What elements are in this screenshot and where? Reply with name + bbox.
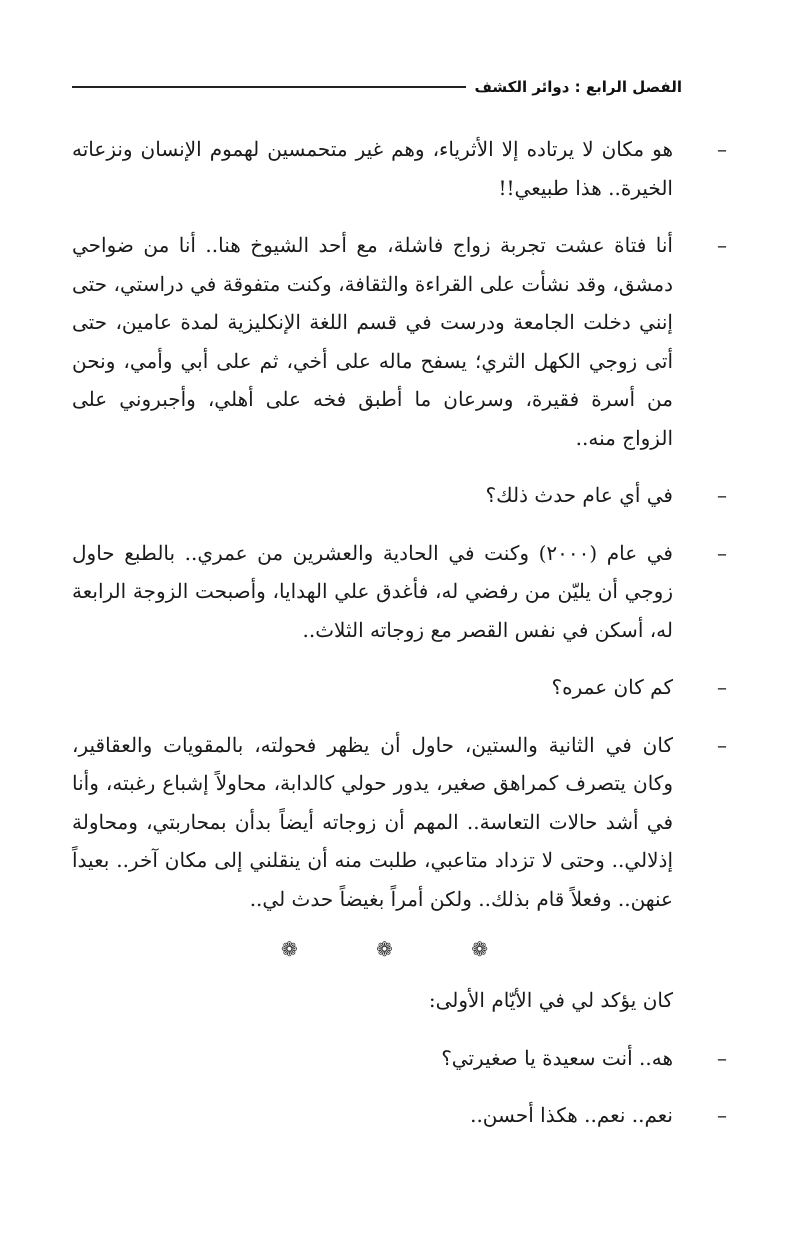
paragraph-text: في عام (٢٠٠٠) وكنت في الحادية والعشرين من عمري.. بالطبع حاول زوجي أن يليّن من رفضي له، فأغدق علي الهدايا، وأصبحت الزوجة الرابعة له، أسكن في نفس القصر مع زوجاته الثلاث..: [72, 540, 673, 642]
paragraph-text: نعم.. نعم.. هكذا أحسن..: [470, 1103, 673, 1127]
paragraph-text: هه.. أنت سعيدة يا صغيرتي؟: [441, 1045, 673, 1070]
body-text: [72, 130, 727, 1154]
header-rule: [72, 86, 466, 88]
dialogue-paragraph-2: [72, 226, 727, 457]
dialogue-paragraph-3: [72, 476, 727, 515]
dialogue-line-1: [72, 1039, 727, 1078]
narration-paragraph: [72, 981, 727, 1020]
paragraph-text: هو مكان لا يرتاده إلا الأثرياء، وهم غير متحمسين لهموم الإنسان ونزعاته الخيرة.. هذا طبيعي!!: [72, 137, 673, 200]
dialogue-paragraph-5: [72, 668, 727, 707]
dialogue-dash: –: [717, 675, 727, 699]
chapter-title: الفصل الرابع : دوائر الكشف: [474, 78, 682, 96]
dialogue-dash: –: [717, 540, 727, 565]
paragraph-text: أنا فتاة عشت تجربة زواج فاشلة، مع أحد الشيوخ هنا.. أنا من ضواحي دمشق، وقد نشأت على القراءة والثقافة، وكنت متفوقة في دراستي، حتى إنني دخلت الجامعة ودرست في قسم اللغة الإنكليزية لمدة عامين، حتى أتى زوجي الكهل الثري؛ يسفح ماله على أخي، ثم على أبي وأمي، ونحن من أسرة فقيرة، وسرعان ما أطبق فخه على أهلي، وأجبروني على الزواج منه..: [72, 233, 673, 450]
ornament-flower-icon: ❁: [280, 937, 328, 961]
ornament-flower-icon: ❁: [471, 937, 518, 961]
ornament-flower-icon: ❁: [376, 937, 423, 961]
dialogue-paragraph-4: [72, 534, 727, 650]
running-header: [72, 78, 682, 96]
dialogue-dash: –: [717, 233, 727, 257]
dialogue-dash: –: [717, 732, 727, 757]
dialogue-paragraph-6: [72, 726, 727, 919]
paragraph-text: كم كان عمره؟: [551, 675, 673, 699]
dialogue-dash: –: [717, 137, 727, 161]
dialogue-dash: –: [717, 483, 727, 507]
dialogue-dash: –: [717, 1045, 727, 1070]
section-break-ornament: [72, 937, 727, 961]
dialogue-paragraph-1: [72, 130, 727, 207]
paragraph-text: كان يؤكد لي في الأيّام الأولى:: [428, 988, 673, 1012]
book-page: [72, 0, 727, 1250]
paragraph-text: كان في الثانية والستين، حاول أن يظهر فحولته، بالمقويات والعقاقير، وكان يتصرف كمراهق صغير، يدور حولي كالدابة، محاولاً إشباع رغبته، وأنا في أشد حالات التعاسة.. المهم أن زوجاته أيضاً بدأن بمحاربتي، ومحاولة إذلالي.. وحتى لا تزداد متاعبي، طلبت منه أن ينقلني إلى مكان آخر.. بعيداً عنهن.. وفعلاً قام بذلك.. ولكن أمراً بغيضاً حدث لي..: [72, 732, 673, 911]
dialogue-dash: –: [717, 1103, 727, 1127]
dialogue-line-2: [72, 1096, 727, 1135]
paragraph-text: في أي عام حدث ذلك؟: [485, 483, 673, 507]
